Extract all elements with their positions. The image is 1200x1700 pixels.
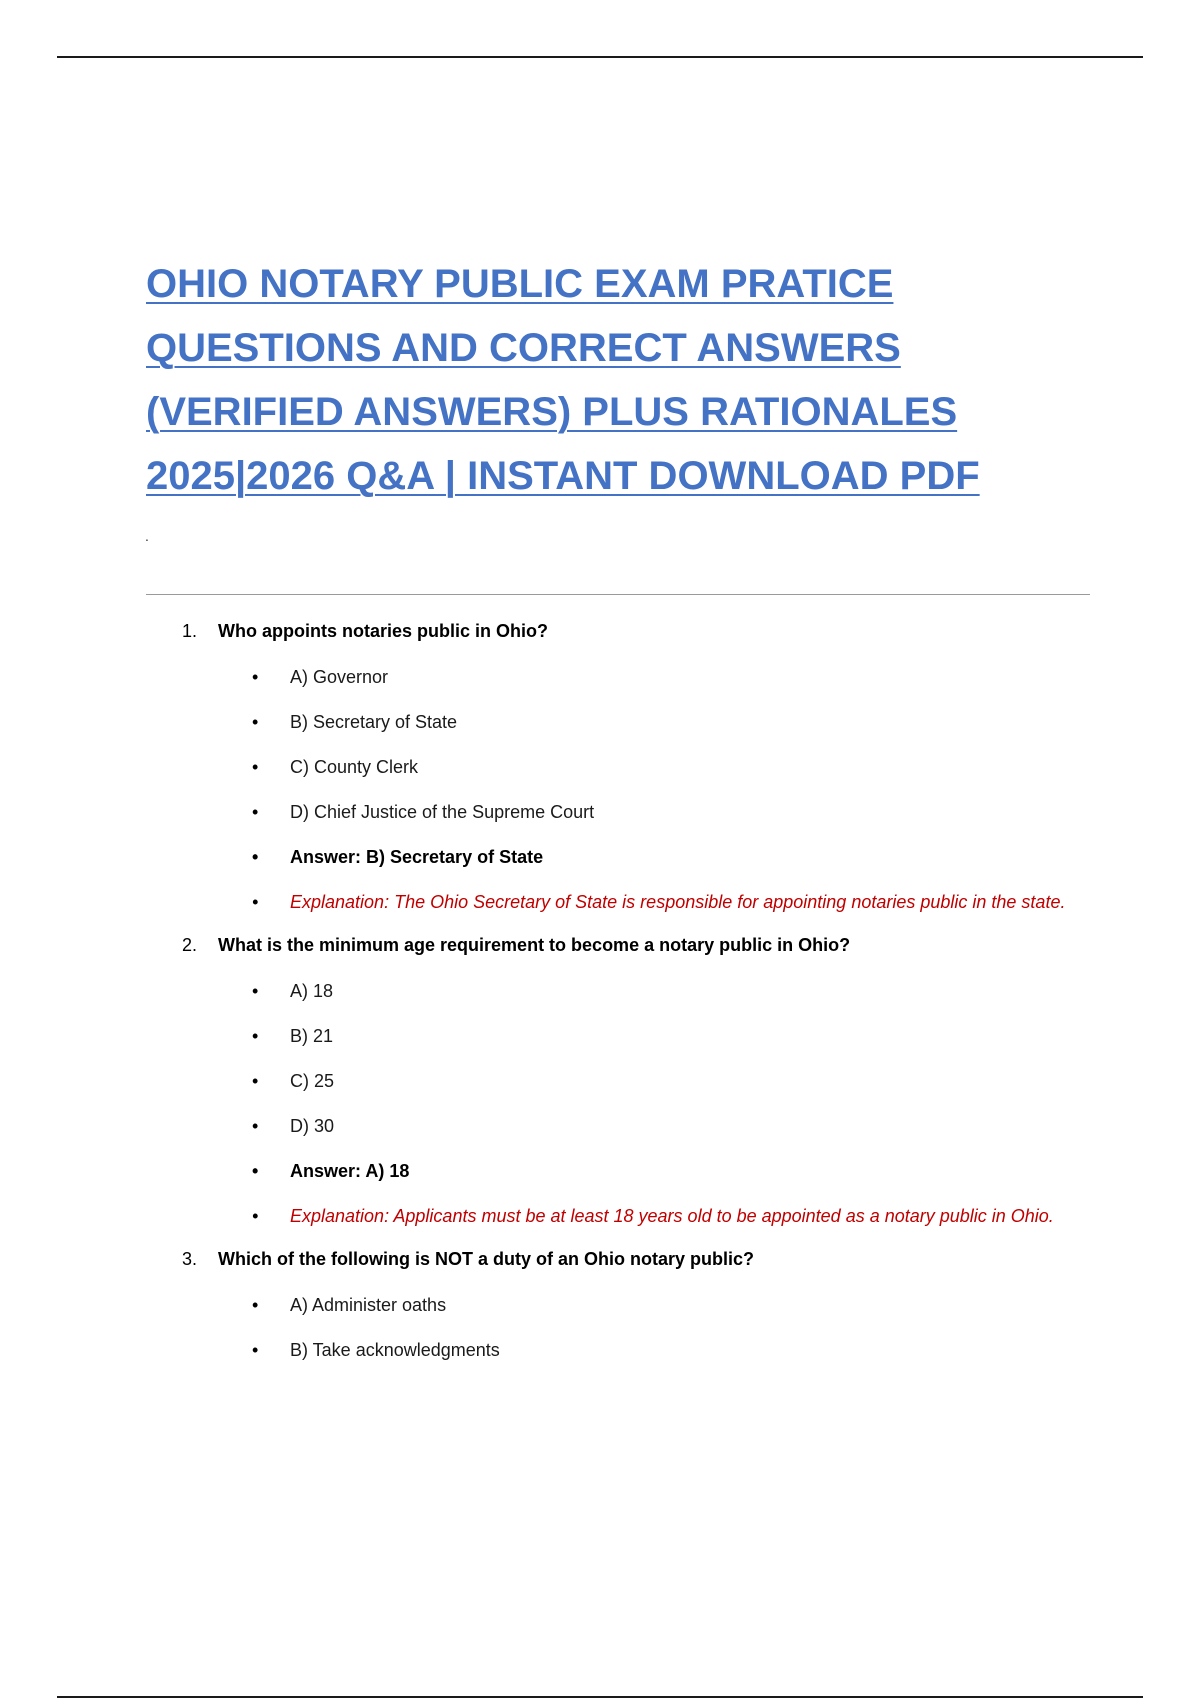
option-item: • C) County Clerk <box>290 753 1080 781</box>
title-line: (VERIFIED ANSWERS) PLUS RATIONALES <box>146 390 958 434</box>
title-line: QUESTIONS AND CORRECT ANSWERS <box>146 326 901 370</box>
option-item: • B) 21 <box>290 1022 1080 1050</box>
question-1 <box>0 616 1200 916</box>
question-options <box>0 663 1200 916</box>
document-title <box>146 252 1106 508</box>
explanation-item: • Explanation: The Ohio Secretary of State is responsible for appointing notaries public in the state. <box>290 888 1080 916</box>
question-options <box>0 977 1200 1230</box>
option-item: • D) 30 <box>290 1112 1080 1140</box>
answer-item: • Answer: B) Secretary of State <box>290 843 1080 871</box>
header-rule <box>57 56 1143 58</box>
option-item: • A) 18 <box>290 977 1080 1005</box>
option-item: • A) Governor <box>290 663 1080 691</box>
question-number: 2. <box>182 935 198 955</box>
question-text: Which of the following is NOT a duty of an Ohio notary public? <box>218 1249 754 1269</box>
option-item: • B) Secretary of State <box>290 708 1080 736</box>
question-text: What is the minimum age requirement to become a notary public in Ohio? <box>218 935 851 955</box>
option-item: • B) Take acknowledgments <box>290 1336 1080 1364</box>
title-line: OHIO NOTARY PUBLIC EXAM PRATICE <box>146 262 894 306</box>
question-text: Who appoints notaries public in Ohio? <box>218 621 548 641</box>
option-item: • D) Chief Justice of the Supreme Court <box>290 798 1080 826</box>
title-line: 2025|2026 Q&A | INSTANT DOWNLOAD PDF <box>146 454 980 498</box>
option-item: • C) 25 <box>290 1067 1080 1095</box>
question-number: 3. <box>182 1249 198 1269</box>
question-3 <box>0 1244 1200 1364</box>
question-list <box>0 616 1200 1364</box>
explanation-item: • Explanation: Applicants must be at least 18 years old to be appointed as a notary public in Ohio. <box>290 1202 1080 1230</box>
question-options <box>0 1291 1200 1364</box>
option-item: • A) Administer oaths <box>290 1291 1080 1319</box>
footer-rule <box>57 1696 1143 1698</box>
section-divider <box>146 594 1090 595</box>
question-2 <box>0 930 1200 1230</box>
stray-dot: . <box>145 528 149 544</box>
question-number: 1. <box>182 621 198 641</box>
answer-item: • Answer: A) 18 <box>290 1157 1080 1185</box>
